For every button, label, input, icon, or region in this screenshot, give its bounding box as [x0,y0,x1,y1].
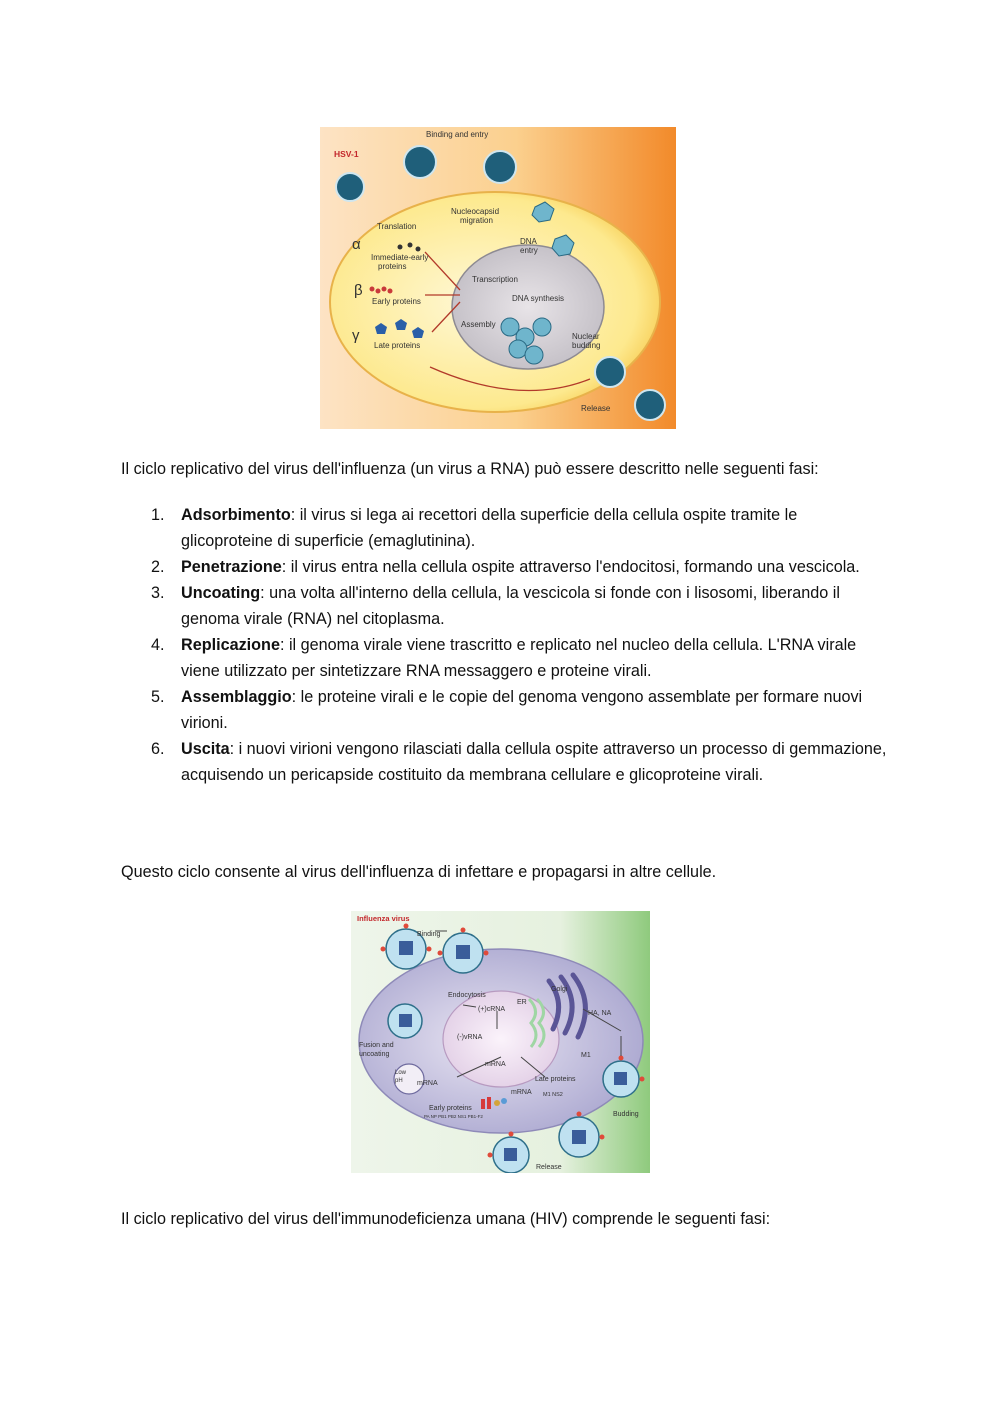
low-ph-label-2: pH [395,1078,403,1084]
intro-hiv-paragraph: Il ciclo replicativo del virus dell'immunodeficienza umana (HIV) comprende le seguenti fasi: [121,1210,771,1228]
hsv1-tag: HSV-1 [334,149,359,159]
golgi-label: Golgi [551,986,568,993]
step-text: : i nuovi virioni vengono rilasciati dalla cellula ospite attraverso un processo di gemmazione, acquisendo un pericapside costituito da membrana cellulare e glicoproteine virali. [181,740,887,784]
step-text: : il virus entra nella cellula ospite attraverso l'endocitosi, formando una vescicola. [281,558,860,576]
binding-label: Binding [417,931,441,938]
step-term: Uscita [181,740,230,758]
transcription-label: Transcription [472,275,518,284]
dna-entry-label-1: DNA [520,237,537,246]
list-item: 2. Penetrazione: il virus entra nella cellula ospite attraverso l'endocitosi, formando una vescicola. [151,558,860,576]
step-term: Assemblaggio [181,688,292,706]
alpha-label: α [352,236,361,253]
list-item: 4. Replicazione: il genoma virale viene trascritto e replicato nel nucleo della cellula. L'RNA virale viene utilizzato per sintetizzare RNA messaggero e proteine virali. [151,636,857,680]
list-item: 5. Assemblaggio: le proteine virali e le copie del genoma vengono assemblate per formare nuovi virioni. [151,688,863,732]
conclusion-paragraph: Questo ciclo consente al virus dell'influenza di infettare e propagarsi in altre cellule. [121,863,717,881]
beta-label: β [354,282,363,299]
nuclear-budding-label-2: budding [572,341,601,350]
influenza-cycle-figure [351,911,650,1173]
immediate-early-label-2: proteins [378,262,407,271]
nuclear-budding-label-1: Nuclear [572,332,600,341]
step-text: : il genoma virale viene trascritto e replicato nel nucleo della cellula. L'RNA virale viene utilizzato per sintetizzare RNA messaggero e proteine virali. [181,636,857,680]
fusion-label-2: uncoating [359,1051,390,1058]
step-term: Adsorbimento [181,506,291,524]
influenza-steps-list [121,502,891,788]
mrna-right-label: mRNA [511,1089,532,1096]
release-label: Release [536,1164,562,1171]
dna-synthesis-label: DNA synthesis [512,294,565,303]
gamma-label: γ [352,327,360,344]
step-term: Penetrazione [181,558,282,576]
immediate-early-label-1: Immediate-early [371,253,429,262]
list-item: 3. Uncoating: una volta all'interno della cellula, la vescicola si fonde con i lisosomi, liberando il genoma virale (RNA) nel citoplasma. [151,584,840,628]
m1-ns2-label: M1 NS2 [543,1092,563,1098]
mrna-left-label: mRNA [417,1080,438,1087]
step-text: : una volta all'interno della cellula, la vescicola si fonde con i lisosomi, liberando il genoma virale (RNA) nel citoplasma. [181,584,840,628]
translation-label: Translation [377,222,417,231]
low-ph-label-1: Low [395,1070,407,1076]
budding-label: Budding [613,1111,639,1118]
step-text: : le proteine virali e le copie del genoma vengono assemblate per formare nuovi virioni. [181,688,863,732]
binding-entry-label: Binding and entry [426,130,489,139]
release-label: Release [581,404,611,413]
nucleocapsid-label-1: Nucleocapsid [451,207,500,216]
nucleocapsid-label-2: migration [460,216,493,225]
vrna-label: (-)vRNA [457,1034,483,1041]
er-label: ER [517,999,527,1006]
list-item: 6. Uscita: i nuovi virioni vengono rilasciati dalla cellula ospite attraverso un processo di gemmazione, acquisendo un pericapside costituito da membrana cellulare e glicoproteine virali. [151,740,887,784]
early-proteins-label: Early proteins [372,297,421,306]
mrna-nucleus-label: mRNA [485,1061,506,1068]
early-proteins-label: Early proteins [429,1105,472,1112]
dna-entry-label-2: entry [520,246,538,255]
step-term: Replicazione [181,636,280,654]
assembly-label: Assembly [461,320,496,329]
fusion-label-1: Fusion and [359,1042,394,1049]
crna-label: (+)cRNA [478,1006,506,1013]
step-term: Uncoating [181,584,261,602]
list-item: 1. Adsorbimento: il virus si lega ai recettori della superficie della cellula ospite tramite le glicoproteine di superficie (emaglutinina). [151,506,798,550]
early-list-label: PA NP PB1 PB2 NS1 PB1-F2 [424,1114,483,1119]
m1-nucleus-label: M1 [581,1052,591,1059]
intro-influenza-paragraph: Il ciclo replicativo del virus dell'influenza (un virus a RNA) può essere descritto nelle seguenti fasi: [121,460,819,478]
late-proteins-label: Late proteins [535,1076,576,1083]
late-proteins-label: Late proteins [374,341,421,350]
endocytosis-label: Endocytosis [448,992,486,999]
step-text: : il virus si lega ai recettori della superficie della cellula ospite tramite le glicoproteine di superficie (emaglutinina). [181,506,798,550]
influenza-tag: Influenza virus [357,914,410,923]
ha-na-label: HA, NA [588,1010,612,1017]
hsv1-cycle-figure [320,127,676,429]
